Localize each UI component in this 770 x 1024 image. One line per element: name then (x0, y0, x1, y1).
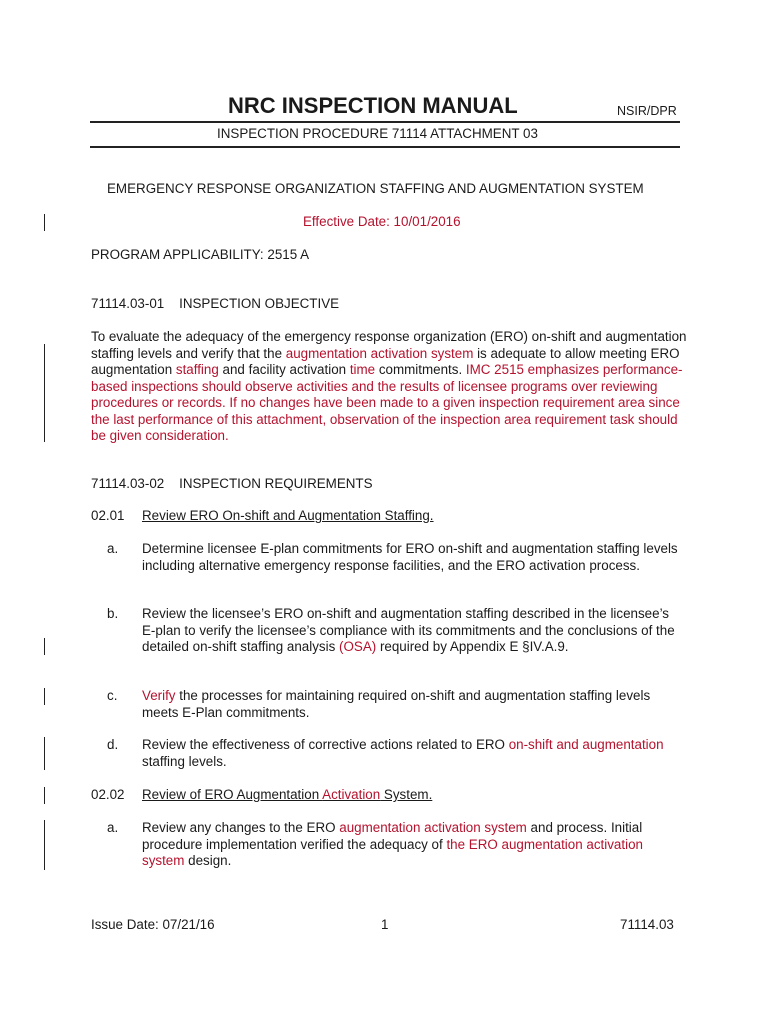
item-b-letter: b. (107, 606, 119, 621)
footer-issue-date: Issue Date: 07/21/16 (91, 917, 215, 932)
revision-bar (44, 688, 45, 705)
objective-paragraph: To evaluate the adequacy of the emergency response organization (ERO) on-shift and augmentation staffing levels and verify that the augmentation activation system is adequate to allow meeting ERO augmentation staffing and facility activation time commitments. IMC 2515 emphasizes performance-based inspections should observe activities and the results of licensee programs over reviewing procedures or records. If no changes have been made to a given inspection requirement area since the last performance of this attachment, observation of the inspection area requirement task should be given consideration. (91, 329, 687, 443)
item-a-letter: a. (107, 541, 119, 556)
footer-doc-number: 71114.03 (620, 917, 674, 932)
item-c-letter: c. (107, 688, 118, 703)
item-a-letter: a. (107, 820, 119, 835)
revision-bar (44, 214, 45, 231)
revision-bar (44, 737, 45, 770)
section-0201-number: 02.01 (91, 508, 125, 523)
section-0202-title: Review of ERO Augmentation Activation System. (142, 787, 433, 802)
header-rule-bottom (90, 146, 680, 148)
footer-page-number: 1 (381, 917, 389, 932)
section-0202-number: 02.02 (91, 787, 125, 802)
item-a-text: Determine licensee E-plan commitments for ERO on-shift and augmentation staffing levels including alternative emergency response facilities, and the ERO activation process. (142, 541, 678, 573)
office-code: NSIR/DPR (617, 104, 677, 118)
revision-bar (44, 820, 45, 870)
item-d-text: Review the effectiveness of corrective actions related to ERO on-shift and augmentation staffing levels. (142, 737, 664, 769)
section-0201-title: Review ERO On-shift and Augmentation Staffing. (142, 508, 434, 523)
manual-title: NRC INSPECTION MANUAL (228, 93, 518, 118)
item-d-letter: d. (107, 737, 119, 752)
procedure-subtitle: INSPECTION PROCEDURE 71114 ATTACHMENT 03 (217, 126, 538, 141)
revision-bar (44, 344, 45, 442)
revision-bar (44, 638, 45, 655)
document-title: EMERGENCY RESPONSE ORGANIZATION STAFFING AND AUGMENTATION SYSTEM (107, 181, 644, 196)
item-b-text: Review the licensee’s ERO on-shift and augmentation staffing described in the licensee’s E-plan to verify the licensee’s compliance with its commitments and the conclusions of the detailed on-shift staffing analysis (OSA) required by Appendix E §IV.A.9. (142, 606, 675, 654)
revision-bar (44, 787, 45, 804)
header-rule-top (90, 121, 680, 123)
program-applicability: PROGRAM APPLICABILITY: 2515 A (91, 247, 310, 262)
item-0202a-text: Review any changes to the ERO augmentation activation system and process. Initial procedure implementation verified the adequacy of the ERO augmentation activation system design. (142, 820, 643, 868)
requirements-heading: 71114.03-02 INSPECTION REQUIREMENTS (91, 476, 373, 491)
item-c-text: Verify the processes for maintaining required on-shift and augmentation staffing levels meets E-Plan commitments. (142, 688, 651, 720)
objective-heading: 71114.03-01 INSPECTION OBJECTIVE (91, 296, 340, 311)
effective-date: Effective Date: 10/01/2016 (303, 214, 461, 229)
